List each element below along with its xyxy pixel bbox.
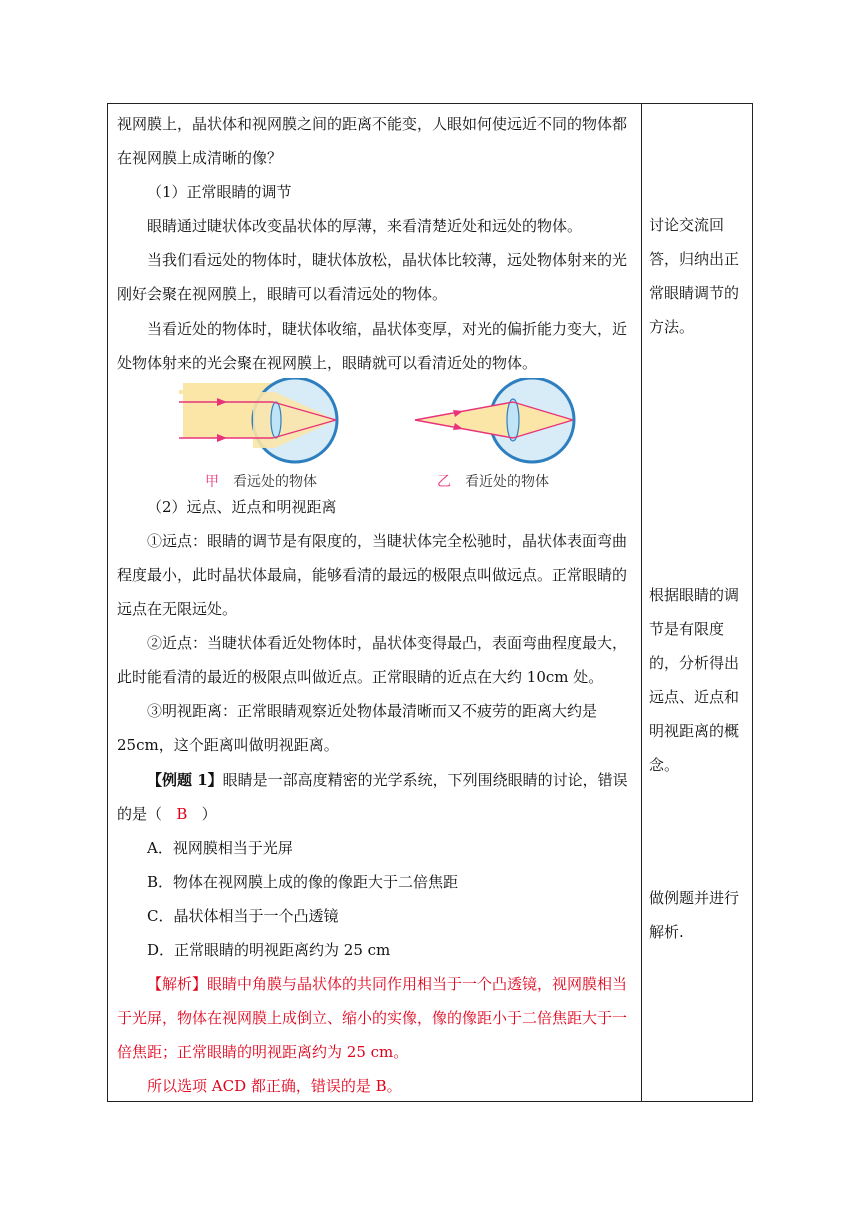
side-note-2-line: 的，分析得出	[649, 654, 740, 672]
side-note-2-line: 节是有限度	[649, 620, 725, 638]
example-label: 【例题 1】	[147, 771, 223, 789]
intro-line-2: 在视网膜上成清晰的像？	[117, 149, 283, 167]
side-note-2-line: 根据眼睛的调	[649, 586, 740, 604]
analysis-line-1	[117, 967, 635, 1001]
far-point-1: ①远点：眼睛的调节是有限度的，当睫状体完全松驰时，晶状体表面弯曲	[147, 532, 628, 550]
eye-diagram	[175, 378, 595, 496]
side-note-2-line: 明视距离的概	[649, 722, 740, 740]
side-note-1-line: 答，归纳出正	[649, 250, 740, 268]
side-note-1-line: 方法。	[649, 318, 695, 336]
example-answer: B	[176, 805, 188, 823]
side-note-1-line: 常眼睛调节的	[649, 284, 740, 302]
conclusion: 所以选项 ACD 都正确，错误的是 B。	[147, 1077, 402, 1095]
side-note-2	[649, 578, 749, 782]
para-far-2: 刚好会聚在视网膜上，眼睛可以看清远处的物体。	[117, 285, 448, 303]
lens-a	[271, 402, 281, 438]
near-point-1: ②近点：当睫状体看近处物体时，晶状体变得最凸，表面弯曲程度最大，	[147, 634, 628, 652]
option-a: A．视网膜相当于光屏	[147, 839, 293, 857]
example-line-1	[117, 763, 635, 797]
analysis-label: 【解析】	[147, 975, 208, 993]
analysis-line-3: 倍焦距；正常眼睛的明视距离约为 25 cm。	[117, 1043, 409, 1061]
side-note-1-line: 讨论交流回	[649, 216, 725, 234]
column-divider	[641, 104, 642, 1101]
side-note-1	[649, 208, 749, 344]
side-note-3	[649, 881, 749, 949]
side-note-2-line: 远点、近点和	[649, 688, 740, 706]
analysis-line-2: 于光屏，物体在视网膜上成倒立、缩小的实像，像的像距小于二倍焦距大于一	[117, 1009, 628, 1027]
far-point-2: 程度最小，此时晶状体最扁，能够看清的最远的极限点叫做远点。正常眼睛的	[117, 566, 628, 584]
near-point-2: 此时能看清的最近的极限点叫做近点。正常眼睛的近点在大约 10cm 处。	[117, 668, 604, 686]
option-d: D．正常眼睛的明视距离约为 25 cm	[147, 941, 391, 959]
fig-a-tag: 甲	[205, 473, 219, 489]
example-line-2	[117, 797, 635, 831]
clear-vision-1: ③明视距离：正常眼睛观察近处物体最清晰而又不疲劳的距离大约是	[147, 702, 598, 720]
example-paren-close: ）	[201, 805, 217, 823]
option-b: B．物体在视网膜上成的像的像距大于二倍焦距	[147, 873, 459, 891]
para-ciliary: 眼睛通过睫状体改变晶状体的厚薄，来看清楚近处和远处的物体。	[147, 217, 583, 235]
lesson-table	[107, 103, 753, 1102]
side-note-2-line: 念。	[649, 756, 680, 774]
para-far-1: 当我们看远处的物体时，睫状体放松，晶状体比较薄，远处物体射来的光	[147, 251, 628, 269]
side-note-3-line: 做例题并进行	[649, 889, 740, 907]
heading-normal-eye: （1）正常眼睛的调节	[147, 183, 292, 201]
para-near-2: 处物体射来的光会聚在视网膜上，眼睛就可以看清近处的物体。	[117, 354, 538, 372]
fig-a-label: 看远处的物体	[233, 473, 317, 489]
fig-b-label: 看近处的物体	[465, 473, 549, 489]
side-note-3-line: 解析.	[649, 923, 684, 941]
fig-b-tag: 乙	[437, 473, 451, 489]
clear-vision-2: 25cm，这个距离叫做明视距离。	[117, 736, 339, 754]
para-near-1: 当看近处的物体时，睫状体收缩，晶状体变厚，对光的偏折能力变大，近	[147, 320, 628, 338]
example-paren-open: 的是（	[117, 805, 163, 823]
example-text: 眼睛是一部高度精密的光学系统，下列围绕眼睛的讨论，错误	[222, 771, 628, 789]
analysis-text-1: 眼睛中角膜与晶状体的共同作用相当于一个凸透镜，视网膜相当	[207, 975, 628, 993]
lens-b	[507, 399, 519, 441]
option-c: C．晶状体相当于一个凸透镜	[147, 907, 339, 925]
far-point-3: 远点在无限远处。	[117, 600, 238, 618]
intro-line-1: 视网膜上，晶状体和视网膜之间的距离不能变，人眼如何使远近不同的物体都	[117, 115, 628, 133]
heading-far-near: （2）远点、近点和明视距离	[147, 498, 337, 516]
